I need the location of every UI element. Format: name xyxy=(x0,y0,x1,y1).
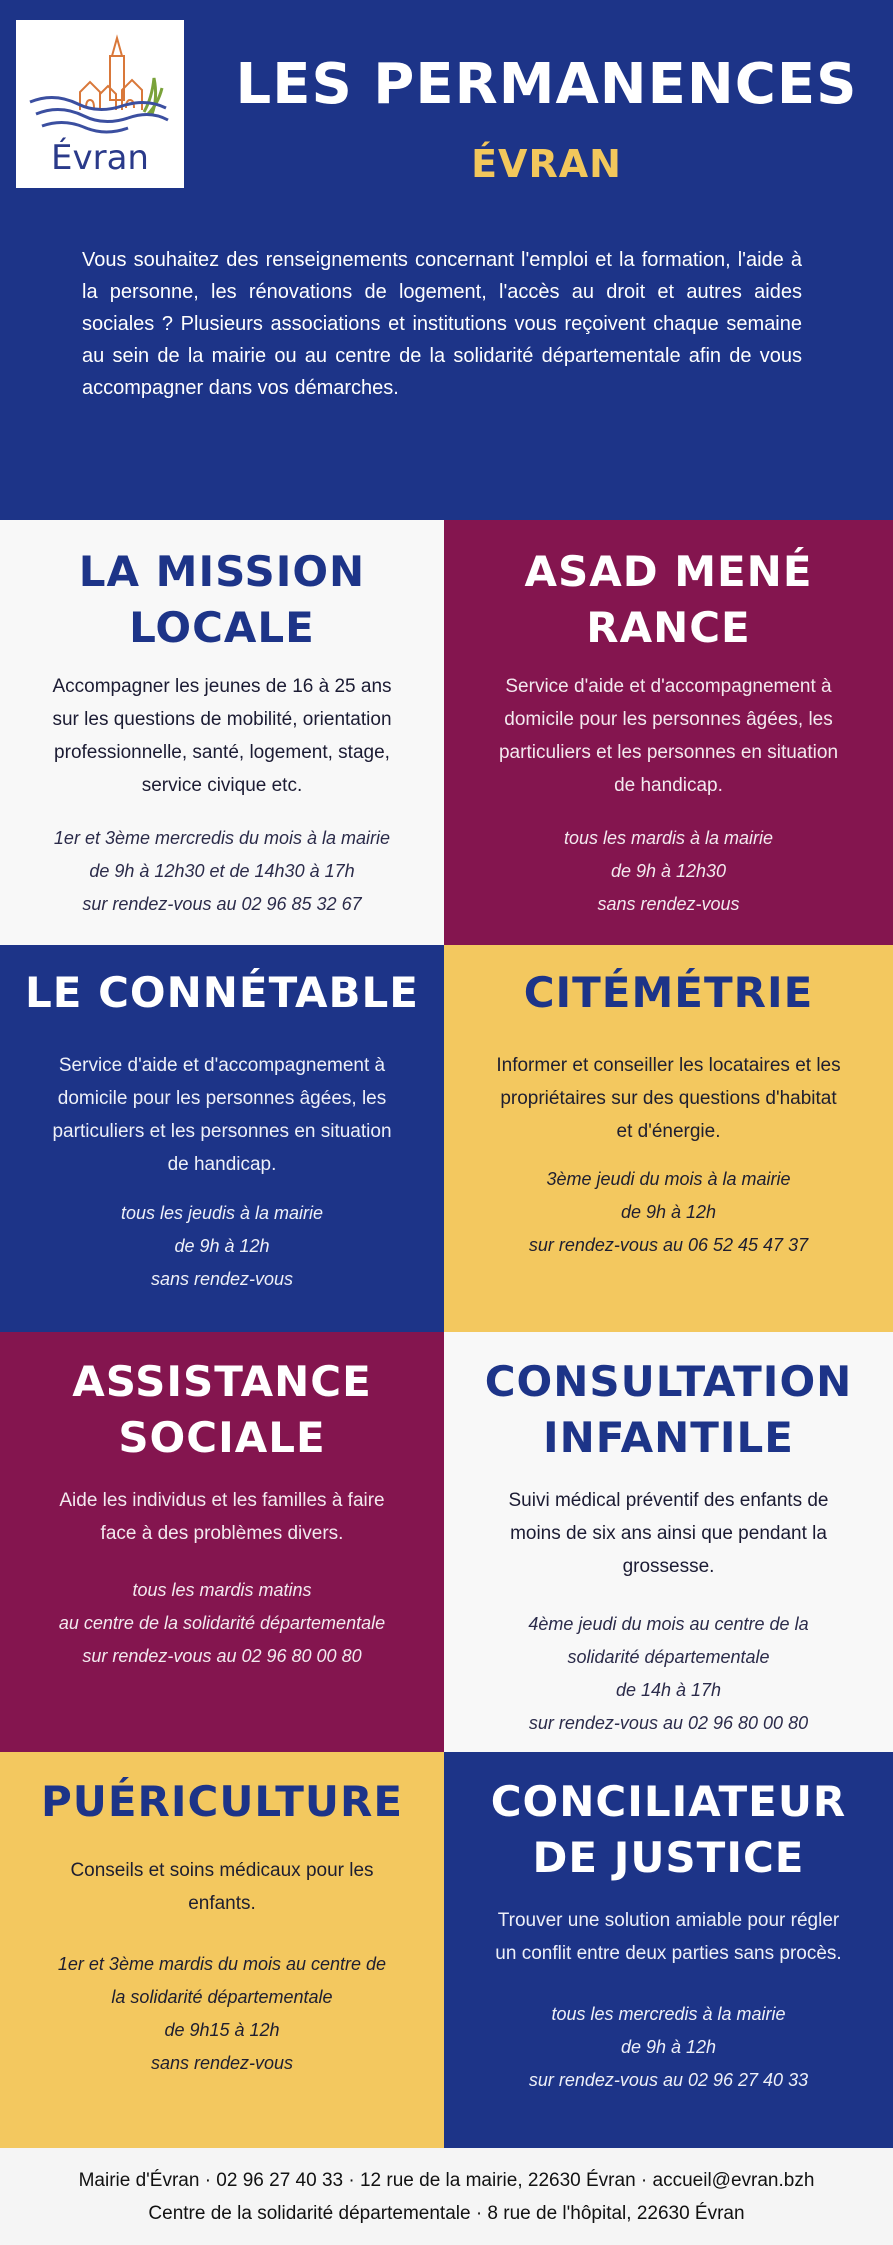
card-description-line: un conflit entre deux parties sans procès. xyxy=(495,1943,842,1964)
card-title xyxy=(444,544,893,656)
card-schedule-line: de 9h à 12h xyxy=(620,1202,717,1222)
card-schedule xyxy=(18,822,426,921)
card-description xyxy=(462,670,875,802)
card-schedule xyxy=(462,1163,875,1262)
card-title-line: PUÉRICULTURE xyxy=(40,1777,404,1826)
card-title-line: RANCE xyxy=(586,603,751,652)
footer-mairie-contact: Mairie d'Évran · 02 96 27 40 33 · 12 rue de la mairie, 22630 Évran · accueil@evran.bzh xyxy=(78,2170,815,2191)
card-description-line: domicile pour les personnes âgées, les xyxy=(57,1088,387,1109)
card-description-line: particuliers et les personnes en situation xyxy=(52,1121,392,1142)
card-description-line: Suivi médical préventif des enfants de xyxy=(508,1490,829,1511)
card-schedule xyxy=(462,1998,875,2097)
card-description-line: Informer et conseiller les locataires et les xyxy=(496,1055,841,1076)
card-description-line: Accompagner les jeunes de 16 à 25 ans xyxy=(52,676,392,697)
card-description-line: sur les questions de mobilité, orientation xyxy=(52,709,392,730)
card-schedule-line: sur rendez-vous au 02 96 80 00 80 xyxy=(528,1713,809,1733)
card-schedule-line: sur rendez-vous au 02 96 80 00 80 xyxy=(82,1646,362,1666)
card-schedule-line: de 9h à 12h xyxy=(174,1236,270,1256)
card-title-line: ASSISTANCE xyxy=(72,1357,372,1406)
card-conciliateur-justice xyxy=(444,1752,893,2148)
card-description xyxy=(18,1854,426,1920)
card-title-line: CONCILIATEUR xyxy=(490,1777,847,1826)
card-title xyxy=(0,965,444,1021)
card-schedule-line: de 9h à 12h30 xyxy=(610,861,727,881)
card-le-connetable xyxy=(0,945,444,1332)
card-title-line: SOCIALE xyxy=(118,1413,326,1462)
card-description xyxy=(462,1904,875,1970)
card-citemetrie xyxy=(444,945,893,1332)
card-description-line: Service d'aide et d'accompagnement à xyxy=(58,1055,386,1076)
card-schedule-line: tous les jeudis à la mairie xyxy=(120,1203,324,1223)
card-schedule xyxy=(18,1948,426,2080)
card-schedule-line: 1er et 3ème mardis du mois au centre de xyxy=(57,1954,387,1974)
card-schedule xyxy=(18,1574,426,1673)
logo-wordmark: Évran xyxy=(51,138,149,178)
card-description-line: enfants. xyxy=(188,1893,256,1914)
page-subtitle: ÉVRAN xyxy=(471,142,622,186)
card-description-line: de handicap. xyxy=(614,775,723,796)
card-description-line: et d'énergie. xyxy=(616,1121,721,1142)
card-schedule-line: de 9h15 à 12h xyxy=(164,2020,280,2040)
evran-logo xyxy=(16,20,184,188)
card-description xyxy=(462,1049,875,1148)
footer-centre-contact: Centre de la solidarité départementale · 8 rue de l'hôpital, 22630 Évran xyxy=(148,2203,745,2224)
card-schedule-line: tous les mardis matins xyxy=(132,1580,312,1600)
card-schedule-line: sans rendez-vous xyxy=(597,894,740,914)
card-schedule-line: tous les mardis à la mairie xyxy=(563,828,774,848)
card-schedule-line: 3ème jeudi du mois à la mairie xyxy=(546,1169,791,1189)
card-schedule-line: la solidarité départementale xyxy=(111,1987,333,2007)
card-description-line: domicile pour les personnes âgées, les xyxy=(504,709,833,730)
card-description xyxy=(18,1484,426,1550)
card-title xyxy=(0,1354,444,1466)
card-title-line: DE JUSTICE xyxy=(532,1833,805,1882)
card-schedule-line: 1er et 3ème mercredis du mois à la mairie xyxy=(53,828,391,848)
card-title xyxy=(0,1774,444,1830)
card-assistance-sociale xyxy=(0,1332,444,1752)
card-description-line: professionnelle, santé, logement, stage, xyxy=(54,742,390,763)
card-schedule-line: de 14h à 17h xyxy=(615,1680,722,1700)
card-description-line: Service d'aide et d'accompagnement à xyxy=(505,676,832,697)
card-schedule-line: sur rendez-vous au 06 52 45 47 37 xyxy=(528,1235,809,1255)
card-title xyxy=(444,1354,893,1466)
card-schedule-line: au centre de la solidarité départementale xyxy=(58,1613,386,1633)
card-description-line: grossesse. xyxy=(622,1556,715,1577)
page-title: LES PERMANENCES xyxy=(235,52,858,117)
card-schedule-line: solidarité départementale xyxy=(567,1647,770,1667)
footer xyxy=(0,2148,893,2245)
card-title-line: LE CONNÉTABLE xyxy=(25,968,419,1017)
card-title-line: INFANTILE xyxy=(542,1413,795,1462)
card-consultation-infantile xyxy=(444,1332,893,1752)
card-schedule-line: sans rendez-vous xyxy=(150,1269,294,1289)
card-description xyxy=(18,1049,426,1181)
card-title-line: LA MISSION xyxy=(78,547,366,596)
card-description-line: Conseils et soins médicaux pour les xyxy=(70,1860,374,1881)
card-description-line: service civique etc. xyxy=(141,775,303,796)
card-schedule-line: sur rendez-vous au 02 96 27 40 33 xyxy=(528,2070,809,2090)
card-schedule-line: sur rendez-vous au 02 96 85 32 67 xyxy=(82,894,362,914)
card-title xyxy=(0,544,444,656)
card-description xyxy=(18,670,426,802)
card-description-line: particuliers et les personnes en situation xyxy=(498,742,839,763)
card-title-line: CITÉMÉTRIE xyxy=(523,968,814,1017)
intro-text: Vous souhaitez des renseignements concernant l'emploi et la formation, l'aide à la personne, les rénovations de logement, l'accès au droit et autres aides sociales ? Plusieurs associations et institutions vous reçoivent chaque semaine au sein de la mairie ou au centre de la solidarité départementale afin de vous accompagner dans vos démarches. xyxy=(82,249,802,399)
card-description-line: propriétaires sur des questions d'habitat xyxy=(500,1088,837,1109)
card-title-line: LOCALE xyxy=(129,603,315,652)
card-mission-locale xyxy=(0,520,444,945)
card-title-line: ASAD MENÉ xyxy=(524,547,813,596)
card-description-line: Trouver une solution amiable pour régler xyxy=(497,1910,840,1931)
card-schedule-line: tous les mercredis à la mairie xyxy=(551,2004,786,2024)
card-description-line: moins de six ans ainsi que pendant la xyxy=(510,1523,827,1544)
card-puericulture xyxy=(0,1752,444,2148)
card-schedule xyxy=(18,1197,426,1296)
card-schedule-line: 4ème jeudi du mois au centre de la xyxy=(528,1614,809,1634)
card-title xyxy=(444,1774,893,1886)
card-schedule-line: de 9h à 12h30 et de 14h30 à 17h xyxy=(89,861,355,881)
card-description xyxy=(462,1484,875,1583)
card-schedule-line: de 9h à 12h xyxy=(620,2037,717,2057)
card-schedule xyxy=(462,822,875,921)
card-title-line: CONSULTATION xyxy=(484,1357,853,1406)
card-schedule-line: sans rendez-vous xyxy=(150,2053,294,2073)
card-description-line: de handicap. xyxy=(167,1154,277,1175)
card-schedule xyxy=(462,1608,875,1740)
card-title xyxy=(444,965,893,1021)
header-banner xyxy=(0,0,893,520)
card-description-line: face à des problèmes divers. xyxy=(100,1523,344,1544)
card-asad-mene-rance xyxy=(444,520,893,945)
card-description-line: Aide les individus et les familles à faire xyxy=(59,1490,385,1511)
